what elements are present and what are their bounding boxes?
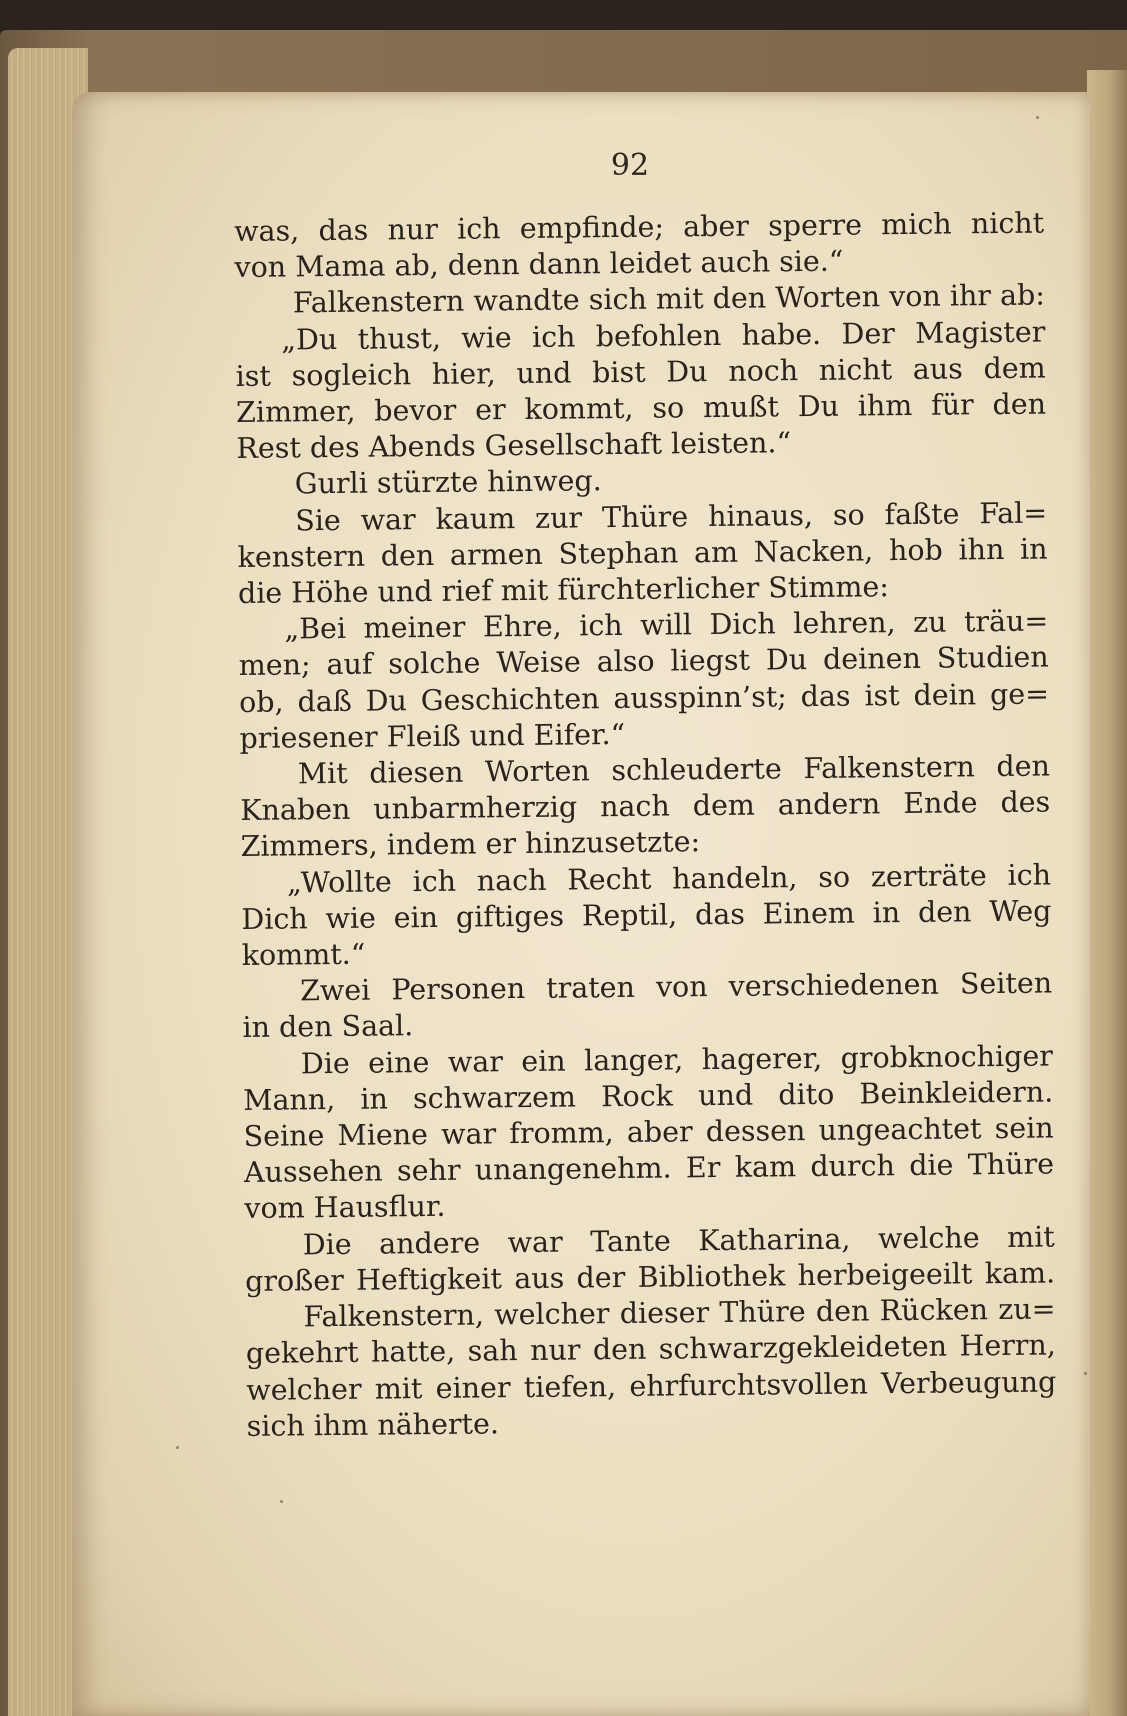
text-line: Falkenstern, welcher dieser Thüre den Rücken zu= (303, 1292, 1056, 1334)
page-number: 92 (610, 148, 650, 183)
text-line: kommt.“ (241, 937, 366, 973)
page-edge-right (1087, 70, 1127, 1716)
text-line: „Wollte ich nach Recht handeln, so zerträte ich (286, 858, 1052, 900)
text-line: Sie war kaum zur Thüre hinaus, so faßte Fal= (295, 496, 1048, 537)
text-line: sich ihm näherte. (246, 1406, 500, 1443)
text-line: Knaben unbarmherzig nach dem andern Ende des (240, 785, 1051, 828)
paper-speck (176, 1446, 179, 1449)
text-line: was, das nur ich empfinde; aber sperre mich nicht (234, 206, 1045, 248)
text-line: vom Hausflur. (244, 1190, 446, 1226)
paper-speck (280, 1500, 283, 1503)
text-line: Aussehen sehr unangenehm. Er kam durch die Thüre (243, 1147, 1055, 1190)
text-line: Gurli stürzte hinweg. (294, 464, 602, 501)
text-line: welcher mit einer tiefen, ehrfurchtsvollen Verbeugung (246, 1364, 1057, 1407)
text-line: von Mama ab, denn dann leidet auch sie.“ (234, 244, 844, 285)
paper-speck (1036, 116, 1039, 119)
text-line: Dich wie ein giftiges Reptil, das Einem in den Weg (241, 894, 1052, 936)
text-line: gekehrt hatte, sah nur den schwarzgekleideten Herrn, (245, 1328, 1057, 1371)
text-line: ist sogleich hier, und bist Du noch nicht aus dem (235, 351, 1046, 393)
paper-speck (1084, 1372, 1087, 1375)
text-line: kenstern den armen Stephan am Nacken, hob ihn in (237, 532, 1048, 574)
text-line: Zwei Personen traten von verschiedenen Seiten (299, 966, 1053, 1008)
text-line: Seine Miene war fromm, aber dessen ungeachtet sein (243, 1111, 1054, 1154)
text-line: Zimmer, bevor er kommt, so mußt Du ihm für den (235, 387, 1047, 430)
text-line: Die eine war ein langer, hagerer, grobknochiger (300, 1039, 1054, 1081)
text-line: in den Saal. (242, 1009, 414, 1045)
text-line: Mann, in schwarzem Rock und dito Beinkleidern. (243, 1075, 1054, 1117)
text-line: „Bei meiner Ehre, ich will Dich lehren, zu träu= (284, 604, 1049, 646)
text-line: ob, daß Du Geschichten ausspinn’st; das ist dein ge= (238, 677, 1050, 719)
text-line: „Du thust, wie ich befohlen habe. Der Magister (281, 315, 1046, 357)
text-line: großer Heftigkeit aus der Bibliothek herbeigeeilt kam. (245, 1256, 1056, 1298)
text-line: Falkenstern wandte sich mit den Worten von ihr ab: (292, 278, 1046, 320)
text-line: Rest des Abends Gesellschaft leisten.“ (236, 426, 792, 466)
text-line: Die andere war Tante Katharina, welche mit (302, 1220, 1055, 1262)
text-line: die Höhe und rief mit fürchterlicher Stimme: (237, 570, 890, 611)
text-line: priesener Fleiß und Eifer.“ (239, 717, 626, 755)
body-text (234, 206, 1057, 1445)
text-line: men; auf solche Weise also liegst Du deinen Studien (238, 640, 1049, 683)
text-line: Mit diesen Worten schleuderte Falkenstern den (297, 749, 1050, 791)
text-line: Zimmers, indem er hinzusetzte: (240, 825, 701, 864)
